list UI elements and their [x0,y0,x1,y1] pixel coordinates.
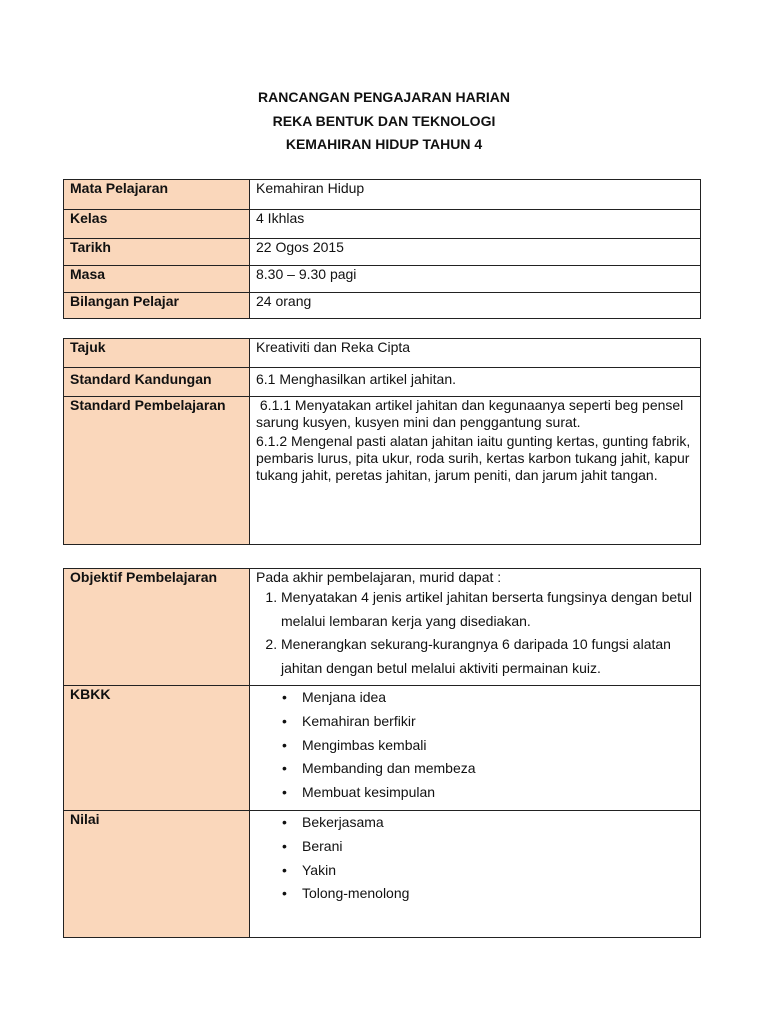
masa-value: 8.30 – 9.30 pagi [250,266,701,293]
standard-kandungan-label: Standard Kandungan [64,368,250,397]
bilangan-pelajar-label: Bilangan Pelajar [64,293,250,319]
document-header [0,86,768,157]
table-row [64,811,701,938]
mata-pelajaran-label: Mata Pelajaran [64,180,250,210]
objektif-intro: Pada akhir pembelajaran, murid dapat : [256,569,502,585]
info-table [63,179,701,319]
list-item [282,757,694,781]
list-item [282,882,694,906]
masa-label: Masa [64,266,250,293]
kbkk-list [256,686,694,805]
list-item-text: Membanding dan membeza [302,760,476,777]
title-line-3: KEMAHIRAN HIDUP TAHUN 4 [285,136,483,152]
standard-pembelajaran-item: 6.1.1 Menyatakan artikel jahitan dan kegunaanya seperti beg pensel sarung kusyen, kusyen mini dan penggantung surat. [256,397,688,430]
bullet-icon: • [282,712,287,729]
standard-pembelajaran-item: 6.1.2 Mengenal pasti alatan jahitan iaitu gunting kertas, gunting fabrik, pembaris lurus, pita ukur, roda surih, kertas karbon tukang jahit, kapur tukang jahit, peretas jahitan, jarum peniti, dan jarum jahit tangan. [256,433,691,483]
list-item [282,835,694,859]
list-item [282,859,694,883]
table-row [64,368,701,397]
table-row [64,239,701,266]
title-line-1: RANCANGAN PENGAJARAN HARIAN [257,89,510,105]
bullet-icon: • [282,689,287,705]
list-item [282,710,694,734]
table-row [64,339,701,368]
title-line-2: REKA BENTUK DAN TEKNOLOGI [272,112,496,129]
bullet-icon: • [282,885,287,902]
objektif-label: Objektif Pembelajaran [64,569,250,686]
tarikh-label: Tarikh [64,239,250,266]
table-row [64,397,701,545]
standard-pembelajaran-label: Standard Pembelajaran [64,397,250,545]
list-item-text: Berani [302,837,343,854]
list-item: 1. Menyatakan 4 jenis artikel jahitan berserta fungsinya dengan betul melalui lembaran kerja yang disediakan. [281,586,694,633]
kbkk-value [250,686,701,811]
bullet-icon: • [282,814,287,830]
list-item-text: Yakin [302,861,336,878]
tajuk-label: Tajuk [64,339,250,368]
nilai-value [250,811,701,938]
list-item-text: Membuat kesimpulan [302,784,436,801]
list-item [282,734,694,758]
objectives-table [63,568,701,938]
tarikh-value: 22 Ogos 2015 [250,239,701,266]
list-item-text: Tolong-menolong [302,885,410,902]
table-row [64,180,701,210]
list-item: 2. Menerangkan sekurang-kurangnya 6 daripada 10 fungsi alatan jahitan dengan betul melalui aktiviti permainan kuiz. [281,633,694,680]
list-item [282,781,694,805]
list-item-text: Bekerjasama [302,814,384,830]
list-item-text: Kemahiran berfikir [302,712,416,729]
nilai-label: Nilai [64,811,250,938]
kelas-value: 4 Ikhlas [250,210,701,239]
bullet-icon: • [282,861,287,878]
table-row [64,569,701,686]
objektif-list [256,586,694,680]
list-item [282,686,694,710]
table-row [64,266,701,293]
nilai-list [256,811,694,906]
table-row [64,210,701,239]
bilangan-pelajar-value: 24 orang [250,293,701,319]
table-row [64,686,701,811]
kbkk-label: KBKK [64,686,250,811]
list-item-text: Mengimbas kembali [302,736,427,753]
list-item [282,811,694,835]
tajuk-value: Kreativiti dan Reka Cipta [250,339,701,368]
content-table [63,338,701,545]
bullet-icon: • [282,760,287,777]
bullet-icon: • [282,784,287,801]
list-item-text: Menjana idea [302,689,387,705]
bullet-icon: • [282,837,287,854]
kelas-label: Kelas [64,210,250,239]
standard-kandungan-value: 6.1 Menghasilkan artikel jahitan. [250,368,701,397]
objektif-value [250,569,701,686]
standard-pembelajaran-value [250,397,701,545]
table-row [64,293,701,319]
bullet-icon: • [282,736,287,753]
mata-pelajaran-value: Kemahiran Hidup [250,180,701,210]
